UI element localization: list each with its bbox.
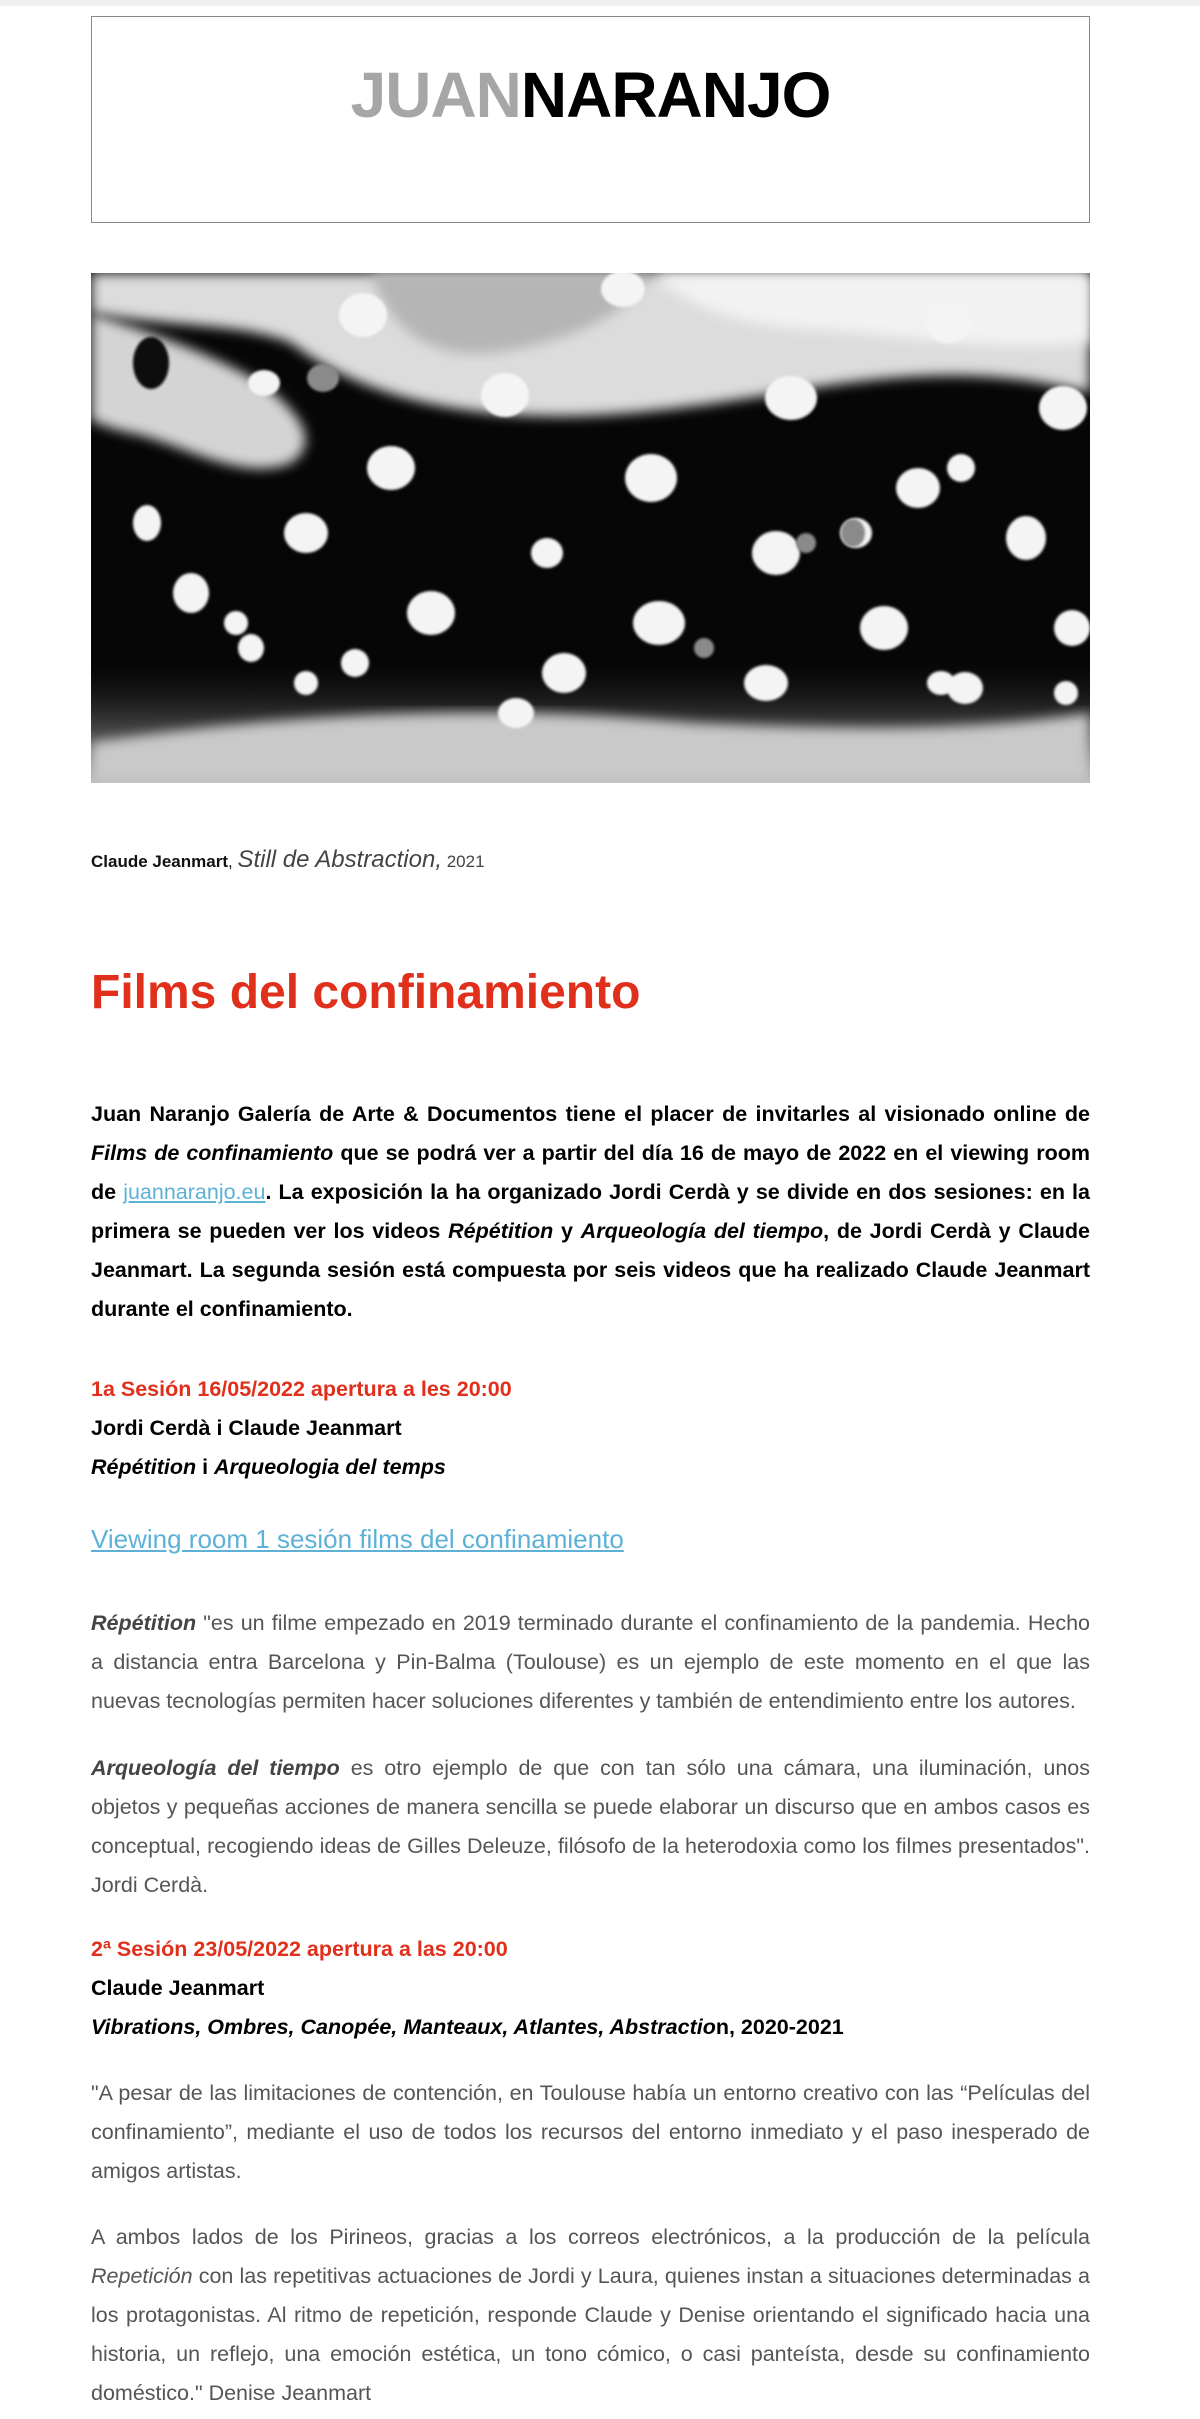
session1-works-sep: i [196, 1455, 215, 1479]
logo-part-naranjo: NARANJO [520, 59, 831, 131]
session2-heading: 2ª Sesión 23/05/2022 apertura a las 20:00 [91, 1937, 508, 1961]
intro-text-3: . La exposición la ha organizado Jordi Cerdà y se divide en dos sesiones: en la primera se pueden ver los videos [91, 1180, 1090, 1243]
juannaranjo-link[interactable]: juannaranjo.eu [123, 1180, 266, 1204]
page-title: Films del confinamiento [91, 966, 641, 1019]
intro-italic-arqueologia: Arqueología del tiempo [580, 1219, 824, 1243]
paragraph-arqueologia-title: Arqueología del tiempo [91, 1756, 340, 1780]
session2-artist: Claude Jeanmart [91, 1976, 265, 2000]
intro-italic-repetition: Répétition [448, 1219, 554, 1243]
intro-paragraph [91, 1095, 1090, 1329]
session1-heading: 1a Sesión 16/05/2022 apertura a les 20:00 [91, 1377, 512, 1401]
session1-artists: Jordi Cerdà i Claude Jeanmart [91, 1416, 402, 1440]
paragraph-arqueologia [91, 1749, 1090, 1905]
header-logo-box[interactable] [91, 16, 1090, 223]
intro-italic-films: Films de confinamiento [91, 1141, 334, 1165]
paragraph-pirineos [91, 2218, 1090, 2413]
session2-works-titles: Vibrations, Ombres, Canopée, Manteaux, Atlantes, Abstractio [91, 2015, 716, 2039]
paragraph-repetition-title: Répétition [91, 1611, 197, 1635]
caption-artist: Claude Jeanmart [91, 852, 228, 871]
viewing-room-1-link[interactable]: Viewing room 1 sesión films del confinamiento [91, 1524, 624, 1554]
paragraph-pirineos-italic: Repetición [91, 2264, 193, 2288]
intro-text-5: , de Jordi Cerdà y Claude Jeanmart. La segunda sesión está compuesta por seis videos que ha realizado Claude Jeanmart durante el confinamiento. [91, 1219, 1091, 1321]
paragraph-pirineos-text-2: con las repetitivas actuaciones de Jordi y Laura, quienes instan a situaciones determinadas a los protagonistas. Al ritmo de repetición, responde Claude y Denise orientando el significado hacia una historia, un reflejo, una emoción estética, un tono cómico, o casi panteísta, desde su confinamiento doméstico." Denise Jeanmart [91, 2264, 1090, 2405]
abstraction-still-image [91, 273, 1090, 783]
caption-separator: , [228, 852, 238, 871]
intro-text-2: que se podrá ver a partir del día 16 de mayo de 2022 en el viewing room de [91, 1141, 1090, 1204]
session1-works [91, 1448, 1090, 1487]
intro-text-1: Juan Naranjo Galería de Arte & Documentos tiene el placer de invitarles al visionado online de [91, 1102, 1090, 1126]
paragraph-toulouse: "A pesar de las limitaciones de contención, en Toulouse había un entorno creativo con las “Películas del confinamiento”, mediante el uso de todos los recursos del entorno inmediato y el paso inesperado de amigos artistas. [91, 2081, 1090, 2183]
paragraph-arqueologia-text: es otro ejemplo de que con tan sólo una cámara, una iluminación, unos objetos y pequeñas acciones de manera sencilla se puede elaborar un discurso que en ambos casos es conceptual, recogiendo ideas de Gilles Deleuze, filósofo de la heterodoxia como los filmes presentados". Jordi Cerdà. [91, 1756, 1090, 1897]
logo-part-juan: JUAN [350, 59, 521, 131]
site-logo[interactable] [92, 59, 1089, 131]
session2-works-tail: n, 2020-2021 [715, 2015, 844, 2039]
top-bar [0, 0, 1200, 6]
image-caption [91, 846, 485, 874]
caption-year: 2021 [442, 852, 485, 871]
paragraph-repetition-text: "es un filme empezado en 2019 terminado durante el confinamiento de la pandemia. Hecho a distancia entra Barcelona y Pin-Balma (Toulouse) es un ejemplo de este momento en el que las nuevas tecnologías permiten hacer soluciones diferentes y también de entendimiento entre los autores. [91, 1611, 1090, 1713]
paragraph-pirineos-text-1: A ambos lados de los Pirineos, gracias a los correos electrónicos, a la producción de la película [91, 2225, 1090, 2249]
caption-work-title: Still de Abstraction, [237, 846, 442, 873]
paragraph-repetition [91, 1604, 1090, 1721]
intro-text-4: y [553, 1219, 581, 1243]
session1-work-2: Arqueologia del temps [214, 1455, 446, 1479]
session2-works [91, 2008, 1090, 2047]
session1-work-1: Répétition [91, 1455, 197, 1479]
hero-image-still [91, 273, 1090, 783]
